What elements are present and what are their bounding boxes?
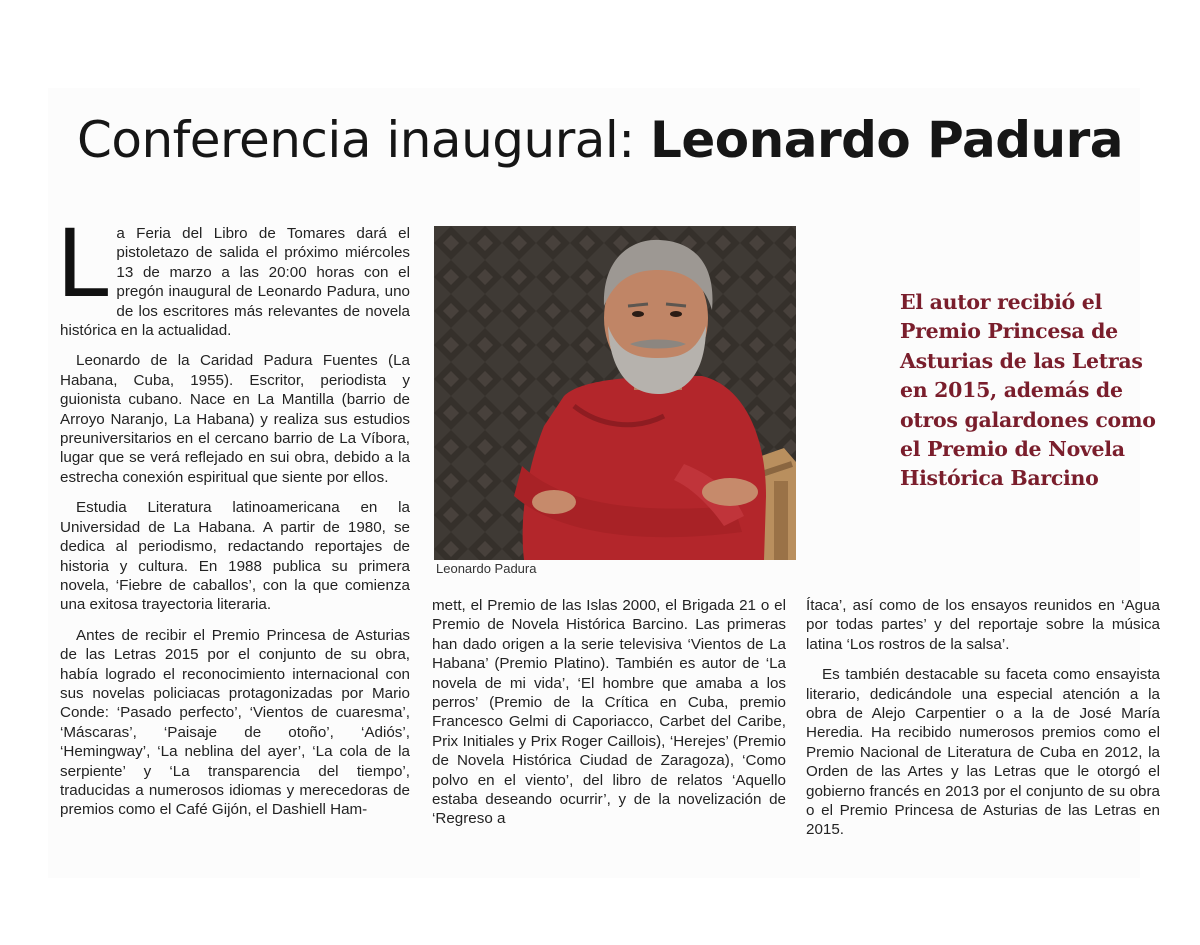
author-photo <box>434 226 796 560</box>
article-paragraph: La Feria del Libro de Tomares dará el pistoletazo de salida el próximo miércoles 13 de marzo a las 20:00 horas con el pregón inaugural de Leonardo Padura, uno de los escritores más relevantes de novela histórica en la actualidad. <box>56 210 410 340</box>
article-paragraph: mett, el Premio de las Islas 2000, el Brigada 21 o el Premio de Novela Histórica Barcino. Las primeras han dado origen a la serie televisiva ‘Vientos de La Habana’ (Premio Platino). También es autor de ‘La novela de mi vida’, ‘El hombre que amaba a los perros’ (Premio de la Crítica en Cuba, premio Francesco Gelmi di Caporiacco, Carbet del Caribe, Prix Initiales y Prix Roger Caillois), ‘Herejes’ (Premio de Novela Histórica Ciudad de Zaragoza), ‘Como polvo en el viento’, del libro de relatos ‘Aquello estaba deseando ocurrir’, y de la novelización de ‘Regreso a <box>432 597 786 828</box>
article-paragraph: Ítaca’, así como de los ensayos reunidos en ‘Agua por todas partes’ y del reportaje sobre la música latina ‘Los rostros de la salsa’. <box>806 597 1160 653</box>
article-column-1 <box>56 210 410 831</box>
article-paragraph: Antes de recibir el Premio Princesa de Asturias de las Letras 2015 por el conjunto de su obra, había logrado el reconocimiento internacional con sus novelas policiacas protagonizadas por Mario Conde: ‘Pasado perfecto’, ‘Vientos de cuaresma’, ‘Máscaras’, ‘Paisaje de otoño’, ‘Adiós’, ‘Hemingway’, ‘La neblina del ayer’, ‘La cola de la serpiente’ y ‘La transparencia del tiempo’, traducidas a numerosos idiomas y merecedoras de premios como el Café Gijón, el Dashiell Ham- <box>60 626 410 819</box>
headline-light: Conferencia inaugural: <box>76 111 651 169</box>
portrait-photo <box>434 226 796 560</box>
article-paragraph: Leonardo de la Caridad Padura Fuentes (La Habana, Cuba, 1955). Escritor, periodista y guionista cubano. Nace en La Mantilla (barrio de Arroyo Naranjo, La Habana) y realiza sus estudios preuniversitarios en el cercano barrio de La Víbora, lugar que se verá reflejado en sui obra, debido a la estrecha conexión espiritual que siente por ellos. <box>60 352 410 486</box>
article-paragraph: Estudia Literatura latinoamericana en la Universidad de La Habana. A partir de 1980, se dedica al periodismo, redactando reportajes de historia y cultura. En 1988 publica su primera novela, ‘Fiebre de caballos’, con la que comienza una exitosa trayectoria literaria. <box>60 499 410 614</box>
article-column-2 <box>432 596 786 840</box>
headline-bold: Leonardo Padura <box>650 111 1124 169</box>
headline <box>0 108 1200 172</box>
photo-caption: Leonardo Padura <box>436 561 537 576</box>
pull-quote: El autor recibió el Premio Princesa de Asturias de las Letras en 2015, además de otros galardones como el Premio de Novela Histórica Barcino <box>900 290 1156 491</box>
article-paragraph: Es también destacable su faceta como ensayista literario, dedicándole una especial atención a la obra de Alejo Carpentier o a la de José María Heredia. Ha recibido numerosos premios como el Premio Nacional de Literatura de Cuba en 2012, la Orden de las Artes y las Letras que le otorgó el gobierno francés en 2013 por el conjunto de su obra o el Premio Princesa de Asturias de las Letras en 2015. <box>806 666 1160 839</box>
article-column-3 <box>806 596 1160 851</box>
drop-cap: L <box>56 210 109 319</box>
